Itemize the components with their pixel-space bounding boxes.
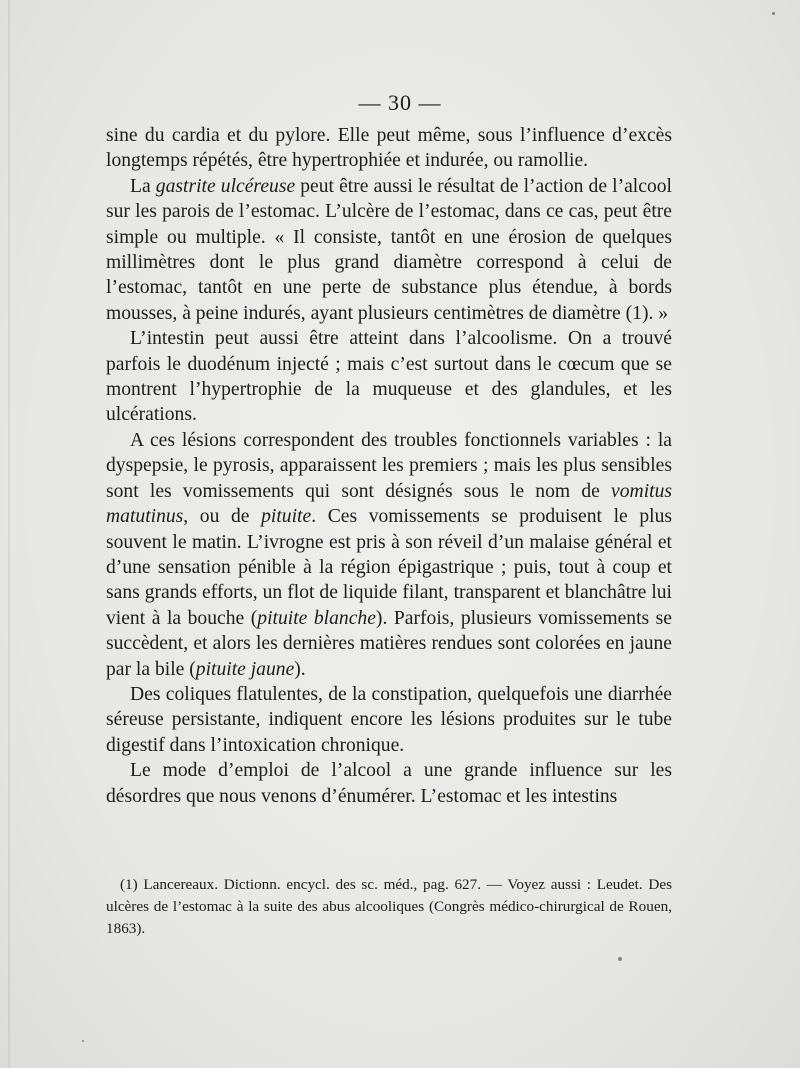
text-run: ). [294, 658, 306, 680]
paragraph-5 [106, 682, 672, 758]
paragraph-1 [106, 123, 672, 174]
italic-term: pituite jaune [195, 658, 295, 680]
footnote [106, 874, 672, 940]
text-run: Des coliques flatulentes, de la constipation, quelquefois une diarrhée séreuse persistante, indiquent encore les lésions produites sur le tube digestif dans l’intoxication chronique. [106, 683, 672, 756]
text-run: peut être aussi le résultat de l’action de l’alcool sur les parois de l’estomac. L’ulcère de l’estomac, dans ce cas, peut être simple ou multiple. « Il consiste, tantôt en une érosion de quelques millimètres dont le plus grand diamètre correspond à celui de l’estomac, tantôt en une perte de substance plus étendue, à bords mousses, à peine indurés, ayant plusieurs centimètres de diamètre (1). » [106, 175, 672, 324]
text-run: La [130, 175, 156, 197]
text-run: . Ces vomissements se produisent le plus souvent le matin. L’ivrogne est pris à son réveil d’un malaise général et d’une sensation pénible à la région épigastrique ; puis, tout à coup et sans grands efforts, un flot de liquide filant, transparent et blanchâtre lui vient à la bouche ( [106, 506, 672, 629]
text-run: L’intestin peut aussi être atteint dans l’alcoolisme. On a trouvé parfois le duodénum injecté ; mais c’est surtout dans le cœcum que se montrent l’hypertrophie de la muqueuse et des glandules, et les ulcérations. [106, 328, 672, 426]
italic-term: vomitus matutinus [106, 480, 672, 528]
italic-term: gastrite ulcéreuse [155, 175, 296, 197]
paragraph-6 [106, 758, 672, 809]
paragraph-2 [106, 174, 672, 326]
paragraph-4 [106, 428, 672, 682]
text-run: A ces lésions correspondent des troubles fonctionnels variables : la dyspepsie, le pyrosis, apparaissent les premiers ; mais les plus sensibles sont les vomissements qui sont désignés sous le nom de [106, 429, 672, 502]
page-number: — 30 — [358, 90, 442, 115]
text-run: Le mode d’emploi de l’alcool a une grande influence sur les désordres que nous venons d’énumérer. L’estomac et les intestins [106, 760, 672, 807]
text-run: ). Parfois, plusieurs vomissements se succèdent, et alors les dernières matières rendues sont colorées en jaune par la bile ( [106, 607, 673, 680]
paper-speck [82, 1040, 84, 1042]
italic-term: pituite blanche [257, 607, 376, 629]
page-binding-edge [8, 0, 10, 1068]
italic-term: pituite [261, 506, 312, 528]
text-run: sine du cardia et du pylore. Elle peut même, sous l’influence d’excès longtemps répétés, être hypertrophiée et indurée, ou ramollie. [106, 125, 672, 172]
paragraph-3 [106, 326, 672, 428]
text-run: , ou de [183, 506, 262, 528]
paper-speck [618, 957, 622, 961]
paper-speck [772, 12, 775, 15]
footnote-text: (1) Lancereaux. Dictionn. encycl. des sc. méd., pag. 627. — Voyez aussi : Leudet. Des ulcères de l’estomac à la suite des abus alcooliques (Congrès médico-chirurgical de Rouen, 1863). [106, 876, 672, 937]
body-text [106, 123, 672, 809]
